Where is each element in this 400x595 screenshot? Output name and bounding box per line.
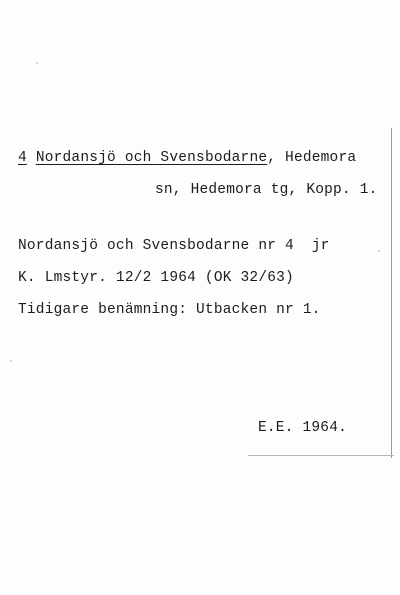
card-bottom-edge (248, 455, 394, 456)
card-right-edge (391, 128, 392, 458)
name-line (18, 238, 330, 254)
former-name: Tidigare benämning: Utbacken nr 1. (18, 302, 321, 318)
paper-speck (10, 360, 12, 362)
paper-speck (36, 62, 38, 64)
author-initials: E.E. 1964. (258, 420, 348, 436)
heading-place-name: Nordansjö och Svensbodarne (35, 150, 268, 166)
type-abbreviation: jr (311, 238, 330, 254)
map-reference: K. Lmstyr. 12/2 1964 (OK 32/63) (18, 270, 294, 286)
heading-parish: , Hedemora (267, 150, 357, 166)
paper-speck (378, 250, 380, 252)
place-name-number: Nordansjö och Svensbodarne nr 4 (18, 238, 294, 254)
heading-district: sn, Hedemora tg, Kopp. 1. (155, 182, 378, 198)
card-heading (18, 150, 356, 166)
heading-number: 4 (18, 150, 27, 166)
